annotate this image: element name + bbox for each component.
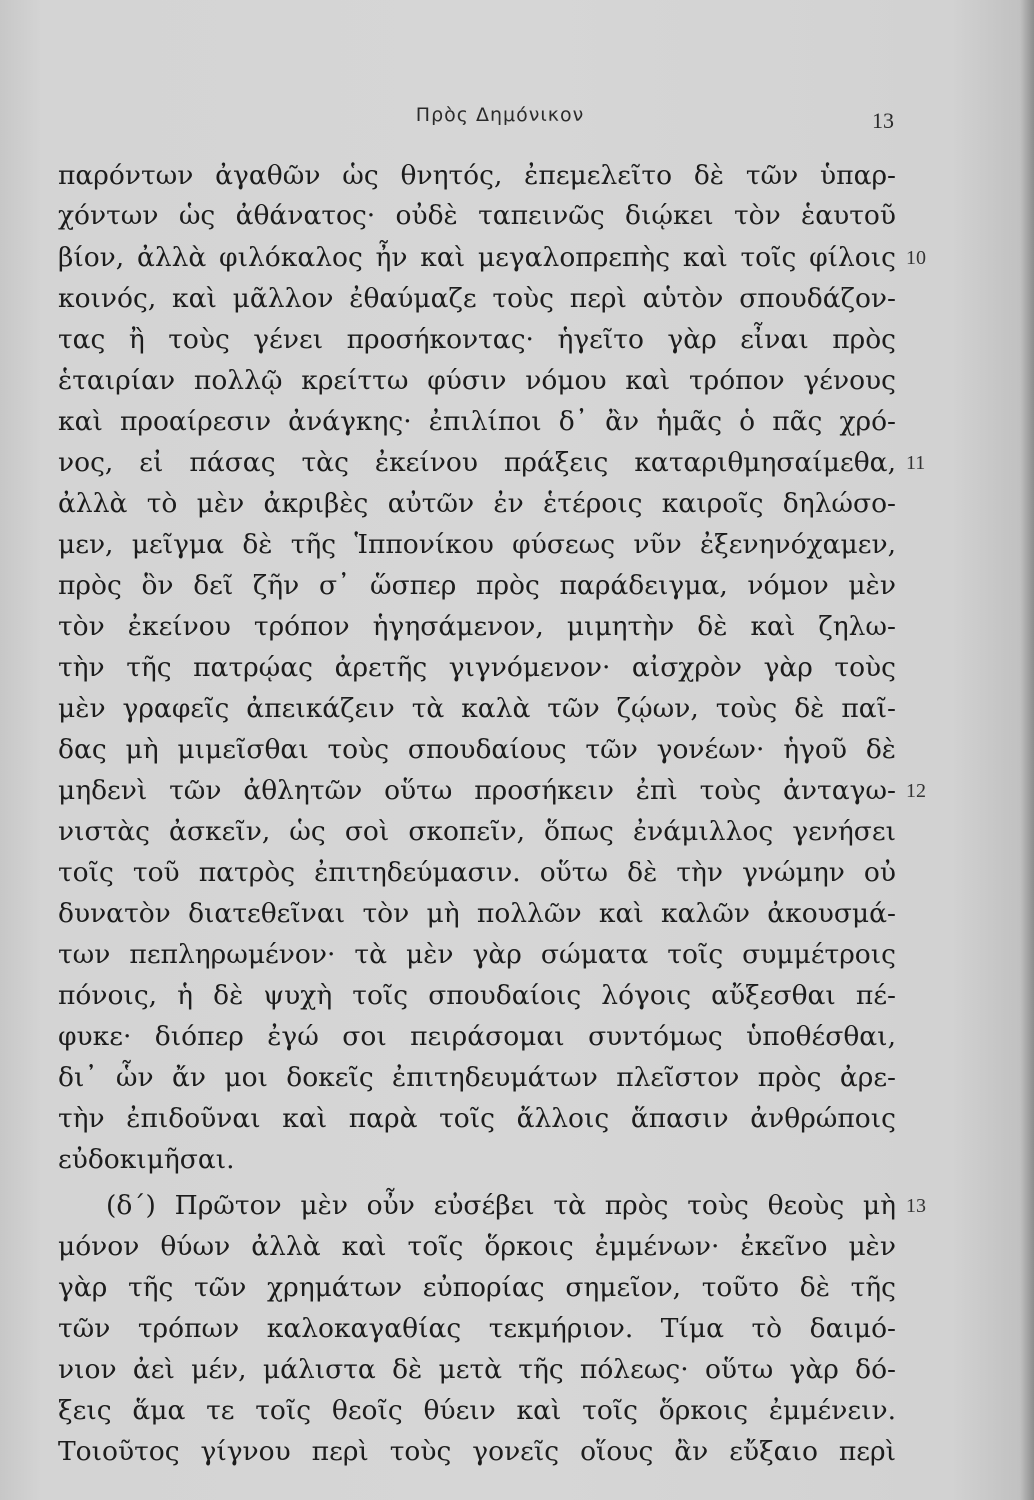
text-line: νιον ἀεὶ μέν, μάλιστα δὲ μετὰ τῆς πόλεως· οὕτω γὰρ δό- — [58, 1354, 896, 1385]
section-number: 13 — [906, 1195, 926, 1217]
text-line: μεν, μεῖγμα δὲ τῆς Ἱππονίκου φύσεως νῦν ἐξενηνόχαμεν, — [58, 529, 896, 560]
text-line: ξεις ἅμα τε τοῖς θεοῖς θύειν καὶ τοῖς ὅρκοις ἐμμένειν. — [58, 1395, 896, 1426]
text-line: τὸν ἐκείνου τρόπον ἡγησάμενον, μιμητὴν δὲ καὶ ζηλω- — [58, 611, 896, 642]
text-line: ἑταιρίαν πολλῷ κρείττω φύσιν νόμου καὶ τρόπον γένους — [58, 365, 896, 396]
text-line: βίον, ἀλλὰ φιλόκαλος ἦν καὶ μεγαλοπρεπὴς καὶ τοῖς φίλοις — [58, 242, 896, 273]
paragraph-start-line: (δ´) Πρῶτον μὲν οὖν εὐσέβει τὰ πρὸς τοὺς θεοὺς μὴ — [106, 1190, 896, 1221]
text-line: εὐδοκιμῆσαι. — [58, 1144, 235, 1175]
text-line: φυκε· διόπερ ἐγώ σοι πειράσομαι συντόμως ὑποθέσθαι, — [58, 1021, 896, 1052]
page-edge-shadow — [1020, 0, 1034, 1500]
section-number: 12 — [906, 780, 926, 802]
text-line: καὶ προαίρεσιν ἀνάγκης· ἐπιλίποι δ᾽ ἂν ἡμᾶς ὁ πᾶς χρό- — [58, 406, 896, 437]
text-line: παρόντων ἀγαθῶν ὡς θνητός, ἐπεμελεῖτο δὲ τῶν ὑπαρ- — [58, 160, 896, 191]
text-line: κοινός, καὶ μᾶλλον ἐθαύμαζε τοὺς περὶ αὑτὸν σπουδάζον- — [58, 283, 896, 314]
text-line: τας ἢ τοὺς γένει προσήκοντας· ἡγεῖτο γὰρ εἶναι πρὸς — [58, 324, 896, 355]
text-line: νος, εἰ πάσας τὰς ἐκείνου πράξεις καταριθμησαίμεθα, — [58, 447, 896, 478]
text-line: χόντων ὡς ἀθάνατος· οὐδὲ ταπεινῶς διῴκει τὸν ἑαυτοῦ — [58, 200, 896, 231]
running-title: Πρὸς Δημόνικον — [415, 104, 585, 126]
text-line: μόνον θύων ἀλλὰ καὶ τοῖς ὅρκοις ἐμμένων· ἐκεῖνο μὲν — [58, 1231, 896, 1262]
text-line: πόνοις, ἡ δὲ ψυχὴ τοῖς σπουδαίοις λόγοις αὔξεσθαι πέ- — [58, 980, 896, 1011]
page-number: 13 — [872, 108, 894, 133]
text-line: ἀλλὰ τὸ μὲν ἀκριβὲς αὐτῶν ἐν ἑτέροις καιροῖς δηλώσο- — [58, 488, 896, 519]
text-line: πρὸς ὃν δεῖ ζῆν σ᾽ ὥσπερ πρὸς παράδειγμα, νόμον μὲν — [58, 570, 896, 601]
text-line: τῶν τρόπων καλοκαγαθίας τεκμήριον. Τίμα τὸ δαιμό- — [58, 1313, 896, 1344]
text-line: των πεπληρωμένον· τὰ μὲν γὰρ σώματα τοῖς συμμέτροις — [58, 939, 896, 970]
text-line: δας μὴ μιμεῖσθαι τοὺς σπουδαίους τῶν γονέων· ἡγοῦ δὲ — [58, 734, 896, 765]
text-line: μὲν γραφεῖς ἀπεικάζειν τὰ καλὰ τῶν ζῴων, τοὺς δὲ παῖ- — [58, 693, 896, 724]
text-line: τοῖς τοῦ πατρὸς ἐπιτηδεύμασιν. οὕτω δὲ τὴν γνώμην οὐ — [58, 857, 896, 888]
text-line: τὴν ἐπιδοῦναι καὶ παρὰ τοῖς ἄλλοις ἅπασιν ἀνθρώποις — [58, 1103, 896, 1134]
text-line: τὴν τῆς πατρῴας ἀρετῆς γιγνόμενον· αἰσχρὸν γὰρ τοὺς — [58, 652, 896, 683]
text-line: γὰρ τῆς τῶν χρημάτων εὐπορίας σημεῖον, τοῦτο δὲ τῆς — [58, 1272, 896, 1303]
section-number: 10 — [906, 247, 926, 269]
text-line: δυνατὸν διατεθεῖναι τὸν μὴ πολλῶν καὶ καλῶν ἀκουσμά- — [58, 898, 896, 929]
section-number: 11 — [906, 452, 926, 474]
text-line: μηδενὶ τῶν ἀθλητῶν οὕτω προσήκειν ἐπὶ τοὺς ἀνταγω- — [58, 775, 896, 806]
text-line: νιστὰς ἀσκεῖν, ὡς σοὶ σκοπεῖν, ὅπως ἐνάμιλλος γενήσει — [58, 816, 896, 847]
text-line: δι᾽ ὧν ἄν μοι δοκεῖς ἐπιτηδευμάτων πλεῖστον πρὸς ἀρε- — [58, 1062, 896, 1093]
text-line: Τοιοῦτος γίγνου περὶ τοὺς γονεῖς οἵους ἂν εὔξαιο περὶ — [58, 1436, 896, 1467]
